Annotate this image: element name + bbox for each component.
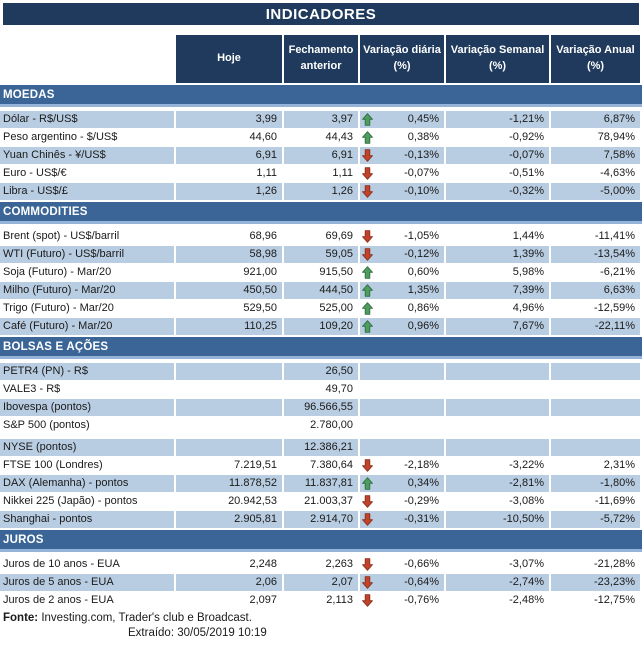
row-label: Yuan Chinês - ¥/US$ — [0, 147, 174, 164]
variacao-diaria-value: 1,35% — [407, 284, 439, 296]
cell-variacao-semanal: 1,44% — [512, 230, 544, 242]
cell-hoje: 58,98 — [176, 246, 282, 263]
table-body — [0, 85, 642, 609]
column-header-label: Hoje — [217, 52, 241, 65]
cell-variacao-semanal — [446, 399, 549, 416]
cell-fechamento-anterior: 2,113 — [326, 594, 353, 606]
cell-variacao-semanal: 5,98% — [512, 266, 544, 278]
cell-variacao-anual — [551, 417, 640, 434]
cell-fechamento-anterior: 69,69 — [325, 230, 353, 242]
table-row — [0, 300, 642, 317]
cell-variacao-semanal: -0,07% — [446, 147, 549, 164]
cell-hoje: 11.878,52 — [176, 475, 282, 492]
cell-variacao-anual: -12,59% — [594, 302, 635, 314]
up-arrow-icon — [362, 131, 373, 144]
down-arrow-icon — [362, 149, 373, 162]
cell-hoje: 110,25 — [176, 318, 282, 335]
cell-hoje: 921,00 — [243, 266, 277, 278]
cell-hoje: 44,60 — [249, 131, 277, 143]
cell-fechamento-anterior: 12.386,21 — [284, 439, 358, 456]
cell-hoje: 1,11 — [256, 167, 277, 179]
corner-cell — [0, 35, 174, 83]
cell-variacao-anual — [551, 399, 640, 416]
table-row — [0, 363, 642, 380]
column-header-label: Fechamento — [288, 44, 354, 57]
variacao-diaria-value: -0,66% — [404, 558, 439, 570]
column-header-label: anterior — [300, 60, 342, 72]
row-label: FTSE 100 (Londres) — [3, 459, 103, 471]
cell-hoje — [176, 381, 282, 398]
column-header-variacao-anual — [551, 35, 640, 83]
row-label: Soja (Futuro) - Mar/20 — [3, 266, 112, 278]
row-label: PETR4 (PN) - R$ — [0, 363, 174, 380]
down-arrow-icon — [362, 167, 373, 180]
row-label: Libra - US$/£ — [0, 183, 174, 200]
cell-variacao-diaria — [360, 574, 444, 591]
variacao-diaria-value: 0,86% — [407, 302, 439, 314]
row-label: Ibovespa (pontos) — [0, 399, 174, 416]
cell-variacao-diaria — [360, 556, 444, 573]
row-label: Nikkei 225 (Japão) - pontos — [3, 495, 138, 507]
source-label: Fonte: — [3, 612, 39, 624]
variacao-diaria-value: -2,18% — [404, 459, 439, 471]
row-label: VALE3 - R$ — [3, 383, 61, 395]
table-row — [0, 111, 642, 128]
variacao-diaria-value: -0,76% — [404, 594, 439, 606]
table-row — [0, 165, 642, 182]
cell-variacao-anual: -5,00% — [551, 183, 640, 200]
cell-fechamento-anterior: 44,43 — [325, 131, 353, 143]
table-row — [0, 183, 642, 200]
row-label: Dólar - R$/US$ — [0, 111, 174, 128]
cell-variacao-semanal: 7,67% — [446, 318, 549, 335]
variacao-diaria-value: 0,60% — [407, 266, 439, 278]
cell-hoje — [176, 399, 282, 416]
column-header-label: (%) — [393, 60, 411, 72]
section-header-bolsas-e-acoes: BOLSAS E AÇÕES — [0, 337, 642, 359]
section-header-commodities: COMMODITIES — [0, 202, 642, 224]
variacao-diaria-value: -0,07% — [404, 167, 439, 179]
cell-fechamento-anterior: 2.780,00 — [310, 419, 353, 431]
table-row — [0, 381, 642, 398]
cell-variacao-semanal: -2,81% — [446, 475, 549, 492]
cell-fechamento-anterior: 59,05 — [284, 246, 358, 263]
cell-variacao-diaria — [360, 439, 444, 456]
cell-fechamento-anterior: 1,11 — [332, 167, 353, 179]
cell-hoje — [176, 363, 282, 380]
table-row — [0, 493, 642, 510]
table-row — [0, 511, 642, 528]
cell-variacao-anual: 78,94% — [597, 131, 635, 143]
column-header-row — [0, 35, 642, 83]
table-row — [0, 417, 642, 434]
variacao-diaria-value: 0,96% — [407, 320, 439, 332]
down-arrow-icon — [362, 495, 373, 508]
table-row — [0, 318, 642, 335]
cell-variacao-diaria — [360, 363, 444, 380]
cell-fechamento-anterior: 7.380,64 — [310, 459, 353, 471]
cell-variacao-diaria — [360, 318, 444, 335]
down-arrow-icon — [362, 230, 373, 243]
report-title: INDICADORES — [3, 3, 639, 25]
cell-variacao-anual: 6,87% — [551, 111, 640, 128]
variacao-diaria-value: -0,13% — [404, 149, 439, 161]
cell-variacao-diaria — [360, 111, 444, 128]
variacao-diaria-value: -1,05% — [404, 230, 439, 242]
cell-hoje — [176, 417, 282, 434]
table-row — [0, 457, 642, 474]
cell-variacao-diaria — [360, 264, 444, 281]
cell-variacao-semanal: 4,96% — [512, 302, 544, 314]
cell-fechamento-anterior: 49,70 — [325, 383, 353, 395]
cell-fechamento-anterior: 525,00 — [319, 302, 353, 314]
cell-variacao-anual: 6,63% — [551, 282, 640, 299]
row-label: WTI (Futuro) - US$/barril — [0, 246, 174, 263]
up-arrow-icon — [362, 477, 373, 490]
cell-variacao-anual: -6,21% — [600, 266, 635, 278]
cell-variacao-anual: -1,80% — [551, 475, 640, 492]
variacao-diaria-value: -0,64% — [404, 576, 439, 588]
cell-hoje: 2,06 — [176, 574, 282, 591]
column-header-label: Variação diária — [363, 44, 441, 57]
up-arrow-icon — [362, 320, 373, 333]
row-label: Euro - US$/€ — [3, 167, 67, 179]
cell-variacao-diaria — [360, 147, 444, 164]
table-row — [0, 439, 642, 456]
down-arrow-icon — [362, 558, 373, 571]
cell-variacao-semanal: -0,92% — [509, 131, 544, 143]
row-label: DAX (Alemanha) - pontos — [0, 475, 174, 492]
row-label: Shanghai - pontos — [0, 511, 174, 528]
cell-hoje: 6,91 — [176, 147, 282, 164]
table-row — [0, 282, 642, 299]
cell-fechamento-anterior: 444,50 — [284, 282, 358, 299]
row-label: Juros de 10 anos - EUA — [3, 558, 120, 570]
row-label: Trigo (Futuro) - Mar/20 — [3, 302, 114, 314]
variacao-diaria-value: -0,12% — [404, 248, 439, 260]
up-arrow-icon — [362, 284, 373, 297]
cell-hoje: 1,26 — [176, 183, 282, 200]
cell-variacao-diaria — [360, 246, 444, 263]
cell-variacao-anual: 2,31% — [603, 459, 635, 471]
variacao-diaria-value: -0,10% — [404, 185, 439, 197]
cell-variacao-diaria — [360, 282, 444, 299]
table-row — [0, 228, 642, 245]
cell-variacao-semanal: -3,22% — [509, 459, 544, 471]
source-line — [0, 611, 642, 626]
column-header-hoje — [176, 35, 282, 83]
table-row — [0, 147, 642, 164]
variacao-diaria-value: 0,45% — [407, 113, 439, 125]
down-arrow-icon — [362, 576, 373, 589]
table-row — [0, 574, 642, 591]
row-label: Peso argentino - $/US$ — [3, 131, 118, 143]
column-header-variacao-diaria — [360, 35, 444, 83]
row-label: Juros de 5 anos - EUA — [0, 574, 174, 591]
row-label: Juros de 2 anos - EUA — [3, 594, 114, 606]
cell-variacao-diaria — [360, 300, 444, 317]
down-arrow-icon — [362, 459, 373, 472]
cell-variacao-diaria — [360, 592, 444, 609]
row-label: Café (Futuro) - Mar/20 — [0, 318, 174, 335]
cell-fechamento-anterior: 6,91 — [284, 147, 358, 164]
up-arrow-icon — [362, 302, 373, 315]
cell-variacao-diaria — [360, 399, 444, 416]
up-arrow-icon — [362, 266, 373, 279]
table-row — [0, 592, 642, 609]
variacao-diaria-value: -0,31% — [404, 513, 439, 525]
cell-hoje: 68,96 — [249, 230, 277, 242]
cell-variacao-diaria — [360, 381, 444, 398]
cell-fechamento-anterior: 21.003,37 — [304, 495, 353, 507]
cell-variacao-anual: -12,75% — [594, 594, 635, 606]
cell-variacao-semanal — [446, 363, 549, 380]
row-label: NYSE (pontos) — [0, 439, 174, 456]
cell-fechamento-anterior: 11.837,81 — [284, 475, 358, 492]
cell-variacao-semanal: 7,39% — [446, 282, 549, 299]
variacao-diaria-value: -0,29% — [404, 495, 439, 507]
section-header-juros: JUROS — [0, 530, 642, 552]
column-header-label: (%) — [586, 60, 605, 72]
cell-variacao-anual — [551, 381, 640, 398]
up-arrow-icon — [362, 113, 373, 126]
cell-variacao-semanal: -2,48% — [509, 594, 544, 606]
down-arrow-icon — [362, 185, 373, 198]
cell-variacao-semanal — [446, 381, 549, 398]
cell-variacao-diaria — [360, 129, 444, 146]
down-arrow-icon — [362, 248, 373, 261]
cell-hoje: 529,50 — [243, 302, 277, 314]
cell-variacao-anual — [551, 439, 640, 456]
cell-fechamento-anterior: 1,26 — [284, 183, 358, 200]
cell-variacao-anual: -4,63% — [600, 167, 635, 179]
cell-variacao-semanal — [446, 417, 549, 434]
cell-variacao-anual: 7,58% — [551, 147, 640, 164]
cell-hoje: 2,248 — [249, 558, 277, 570]
cell-variacao-diaria — [360, 475, 444, 492]
variacao-diaria-value: 0,34% — [407, 477, 439, 489]
table-row — [0, 129, 642, 146]
cell-fechamento-anterior: 96.566,55 — [284, 399, 358, 416]
cell-variacao-semanal: 1,39% — [446, 246, 549, 263]
table-row — [0, 264, 642, 281]
column-header-label: Variação Anual — [556, 44, 635, 57]
cell-hoje: 2.905,81 — [176, 511, 282, 528]
cell-variacao-semanal: -0,51% — [509, 167, 544, 179]
cell-fechamento-anterior: 915,50 — [319, 266, 353, 278]
cell-hoje — [176, 439, 282, 456]
cell-variacao-semanal: -2,74% — [446, 574, 549, 591]
cell-variacao-semanal: -10,50% — [446, 511, 549, 528]
cell-hoje: 7.219,51 — [234, 459, 277, 471]
cell-variacao-diaria — [360, 493, 444, 510]
source-text: Investing.com, Trader's club e Broadcast. — [41, 612, 252, 624]
table-row — [0, 246, 642, 263]
row-label: S&P 500 (pontos) — [3, 419, 90, 431]
cell-fechamento-anterior: 2.914,70 — [284, 511, 358, 528]
cell-fechamento-anterior: 3,97 — [284, 111, 358, 128]
cell-fechamento-anterior: 109,20 — [284, 318, 358, 335]
section-header-moedas: MOEDAS — [0, 85, 642, 107]
cell-variacao-semanal: -3,07% — [509, 558, 544, 570]
cell-variacao-semanal: -3,08% — [509, 495, 544, 507]
variacao-diaria-value: 0,38% — [407, 131, 439, 143]
row-label: Brent (spot) - US$/barril — [3, 230, 120, 242]
cell-variacao-diaria — [360, 228, 444, 245]
cell-variacao-semanal: -0,32% — [446, 183, 549, 200]
cell-variacao-anual: -22,11% — [551, 318, 640, 335]
table-row — [0, 475, 642, 492]
cell-variacao-semanal — [446, 439, 549, 456]
down-arrow-icon — [362, 594, 373, 607]
extracted-line: Extraído: 30/05/2019 10:19 — [128, 627, 267, 639]
column-header-fechamento-anterior — [284, 35, 358, 83]
cell-hoje: 450,50 — [176, 282, 282, 299]
cell-fechamento-anterior: 2,07 — [284, 574, 358, 591]
table-row — [0, 556, 642, 573]
cell-variacao-diaria — [360, 511, 444, 528]
cell-variacao-anual: -11,41% — [594, 230, 635, 242]
cell-variacao-anual: -21,28% — [594, 558, 635, 570]
cell-hoje: 3,99 — [176, 111, 282, 128]
cell-variacao-semanal: -1,21% — [446, 111, 549, 128]
cell-variacao-anual — [551, 363, 640, 380]
column-header-label: (%) — [488, 60, 507, 72]
cell-variacao-anual: -11,69% — [594, 495, 635, 507]
down-arrow-icon — [362, 513, 373, 526]
cell-variacao-anual: -13,54% — [551, 246, 640, 263]
column-header-variacao-semanal — [446, 35, 549, 83]
table-row — [0, 399, 642, 416]
cell-hoje: 2,097 — [249, 594, 277, 606]
cell-variacao-anual: -23,23% — [551, 574, 640, 591]
cell-variacao-diaria — [360, 165, 444, 182]
cell-fechamento-anterior: 2,263 — [325, 558, 353, 570]
cell-fechamento-anterior: 26,50 — [284, 363, 358, 380]
cell-variacao-anual: -5,72% — [551, 511, 640, 528]
cell-variacao-diaria — [360, 417, 444, 434]
column-header-label: Variação Semanal — [450, 44, 545, 57]
cell-variacao-diaria — [360, 183, 444, 200]
cell-variacao-diaria — [360, 457, 444, 474]
cell-hoje: 20.942,53 — [228, 495, 277, 507]
row-label: Milho (Futuro) - Mar/20 — [0, 282, 174, 299]
